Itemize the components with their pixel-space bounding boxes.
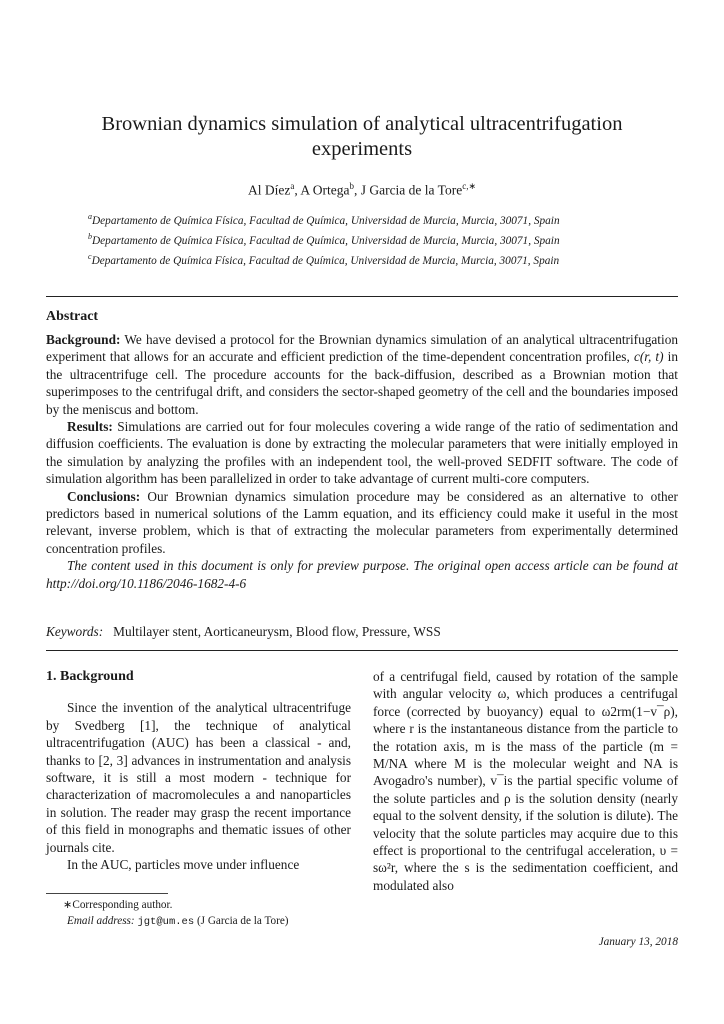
footnote [46, 898, 289, 930]
author-affil-mark: c,∗ [462, 181, 477, 191]
abstract-top-rule [46, 296, 678, 297]
author-name: Al Díez [247, 182, 291, 198]
background-text: in the ultracentrifuge cell. The procedure accounts for the back-diffusion, described as a Brownian motion that superimposes to the centrifugal drift, and considers the sector-shaped geometry of the cell and the boundaries imposed by the meniscus and bottom. [46, 349, 679, 417]
affil-text: Departamento de Química Física, Facultad de Química, Universidad de Murcia, Murcia, 30071, Spain [91, 254, 560, 267]
abstract-body [46, 331, 678, 592]
email-label: Email address: [67, 914, 135, 927]
footnote-rule [46, 893, 168, 894]
right-column [373, 668, 678, 894]
author-affil-mark: a [290, 181, 295, 191]
math-expression: c(r, t) [633, 349, 664, 365]
author-list: Al Díez$^a$, A Ortega$^b$, J Garcia de la Tore$^{c,∗}$ [247, 181, 477, 198]
paper-title: Brownian dynamics simulation of analytical ultracentrifugation experiments [101, 113, 623, 160]
abstract-bottom-rule [46, 650, 678, 651]
results-text: Simulations are carried out for four molecules covering a wide range of the ratio of sedimentation and diffusion coefficients. The evaluation is done by extracting the molecular parameters that were initially employed in the simulation by analyzing the profiles with an independent tool, the well-proved SEDFIT software. The code of simulation algorithm has been parallelized in order to take advantage of current multi-core computers. [46, 419, 678, 487]
affiliation [88, 249, 648, 269]
email-address: jgt@um.es [137, 915, 195, 928]
affiliation-list [88, 209, 648, 268]
keywords-line [46, 624, 441, 640]
paragraph: of a centrifugal field, caused by rotation of the sample with angular velocity ω, which produces a centrifugal force (corrected by buoyancy) equal to ω2rm(1−v¯ρ), where r is the instantaneous distance from the particle to the rotation axis, m is the mass of the particle (m = M/NA where M is the molecular weight and NA is Avogadro's number), v¯is the partial specific volume of the solute particles and ρ is the solution density (nearly equal to the solvent density, if the solution is dilute). The velocity that the solute particles may acquire due to this effect is proportional to the centrifugal acceleration, υ = sω²r, where the s is the sedimentation coefficient, and modulated also [373, 669, 678, 893]
keywords-text: Multilayer stent, Aorticaneurysm, Blood flow, Pressure, WSS [113, 624, 441, 639]
abstract-conclusions [46, 488, 678, 558]
email-owner: (J Garcia de la Tore) [196, 914, 289, 927]
author-name: A Ortega [300, 182, 350, 198]
email-note [46, 914, 289, 931]
results-label: Results: [67, 419, 113, 435]
abstract-background [46, 331, 678, 418]
preprint-date: January 13, 2018 [598, 936, 678, 948]
affil-mark: c [88, 251, 92, 261]
affil-text: Departamento de Química Física, Facultad de Química, Universidad de Murcia, Murcia, 30071, Spain [92, 234, 560, 247]
author-name: J Garcia de la Tore [360, 182, 463, 198]
conclusions-label: Conclusions: [67, 488, 141, 504]
affiliation [88, 209, 648, 229]
paragraph: Since the invention of the analytical ultracentrifuge by Svedberg [1], the technique of analytical ultracentrifugation (AUC) has been a classical - and, thanks to [2, 3] advances in instrumentation and analysis software, it is still a most modern - technique for characterization of macromolecules a and nanoparticles in solution. The reader may grasp the recent importance of this field in monographs and thematic issues of other journals cite. [46, 700, 351, 855]
conclusions-text: Our Brownian dynamics simulation procedure may be considered as an alternative to other predictors based in numerical solutions of the Lamm equation, and its efficiency could make it useful in the most relevant, inverse problem, which is that of extracting the molecular parameters from experimentally determined concentration profiles. [46, 488, 678, 556]
preview-note: The content used in this document is only for preview purpose. The original open access article can be found at http://doi.org/10.1186/2046-1682-4-6 [46, 558, 678, 591]
affiliation [88, 229, 648, 249]
background-label: Background: [46, 332, 121, 347]
keywords-label: Keywords: [46, 624, 104, 639]
paragraph: In the AUC, particles move under influence [67, 857, 300, 873]
left-column [46, 668, 351, 873]
background-text: We have devised a protocol for the Brownian dynamics simulation of an analytical ultracentrifugation experiment that allows for an accurate and efficient prediction of the time-dependent concentration profiles, [46, 332, 678, 365]
abstract-heading: Abstract [46, 309, 99, 324]
affil-mark: b [88, 231, 92, 241]
author-affil-mark: b [349, 181, 354, 191]
affil-mark: a [88, 212, 92, 221]
abstract-results [46, 418, 678, 488]
affil-text: Departamento de Química Física, Facultad de Química, Universidad de Murcia, Murcia, 30071, Spain [92, 214, 560, 227]
corresponding-author-note: ∗Corresponding author. [63, 899, 173, 911]
section-heading: 1. Background [46, 669, 134, 684]
